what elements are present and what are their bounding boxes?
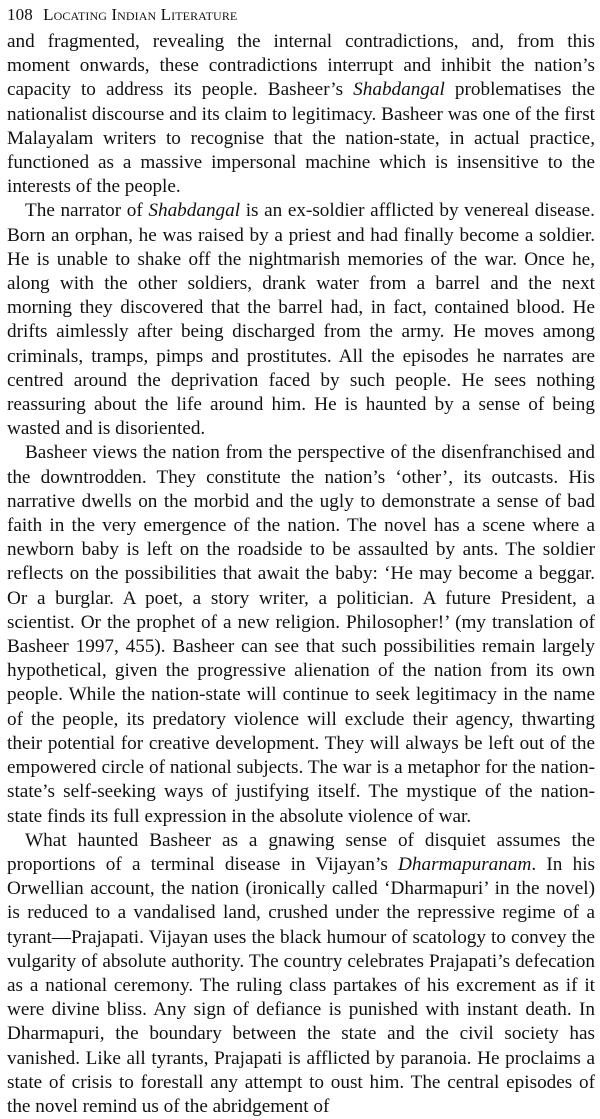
text-run: . In his Orwellian account, the nation (ironically called ‘Dharmapuri’ in the novel) is reduced to a vandalised land, crushed under the repressive regime of a tyrant—Prajapati. Vijayan uses the black humour of scatology to convey the vulgarity of absolute authority. The country celebrates Prajapati’s defecation as a national ceremony. The ruling class partakes of his excrement as if it were divine bliss. Any sign of defiance is punished with instant death. In Dharmapuri, the boundary between the state and the civil society has vanished. Like all tyrants, Prajapati is afflicted by paranoia. He proclaims a state of crisis to forestall any attempt to oust him. The central episodes of the novel remind us of the abridgement of bbox=[7, 853, 595, 1117]
page-number: 108 bbox=[7, 5, 33, 24]
text-run: and fragmented, revealing the internal contradictions, and, from this moment onwards, these contradictions interrupt and inhibit the nation’s capacity to address its people. Basheer’s bbox=[7, 31, 595, 101]
italic-title: Dharmapuranam bbox=[398, 853, 532, 875]
paragraph bbox=[7, 199, 595, 441]
text-run: The narrator of bbox=[25, 200, 149, 222]
running-title: Locating Indian Literature bbox=[43, 5, 238, 24]
book-page bbox=[7, 0, 596, 1117]
italic-title: Shabdangal bbox=[148, 200, 241, 222]
text-run: What haunted Basheer as a gnawing sense of disquiet assumes the proportions of a terminal disease in Vijayan’s bbox=[7, 829, 595, 875]
text-run: Basheer views the nation from the perspective of the disenfranchised and the downtrodden. They constitute the nation’s ‘other’, its outcasts. His narrative dwells on the morbid and the ugly to demonstrate a sense of bad faith in the very emergence of the nation. The novel has a scene where a newborn baby is left on the roadside to be assaulted by ants. The soldier reflects on the possibilities that await the baby: ‘He may become a beggar. Or a burglar. A poet, a story writer, a politician. A future President, a scientist. Or the prophet of a new religion. Philosopher!’ (my translation of Basheer 1997, 455). Basheer can see that such possibilities remain largely hypothetical, given the progressive alienation of the nation from its own people. While the nation-state will continue to seek legitimacy in the name of the people, its predatory violence will exclude their agency, thwarting their potential for creative development. They will always be left out of the empowered circle of national subjects. The war is a metaphor for the nation-state’s self-seeking ways of justifying itself. The mystique of the nation-state finds its full expression in the absolute violence of war. bbox=[7, 442, 595, 827]
paragraph bbox=[7, 30, 595, 199]
text-run: problematises the nationalist discourse and its claim to legitimacy. Basheer was one of the first Malayalam writers to recognise that the nation-state, in actual practice, functioned as a massive impersonal machine which is insensitive to the interests of the people. bbox=[7, 79, 596, 198]
text-run: is an ex-soldier afflicted by venereal disease. Born an orphan, he was raised by a priest and had finally become a soldier. He is unable to shake off the nightmarish memories of the war. Once he, along with the other soldiers, drank water from a barrel and the next morning they discovered that the barrel had, in fact, contained blood. He drifts aimlessly after being discharged from the army. He moves among criminals, tramps, pimps and prostitutes. All the episodes he narrates are centred around the deprivation faced by such people. He sees nothing reassuring about the life around him. He is haunted by a sense of being wasted and is disoriented. bbox=[7, 200, 595, 440]
running-header bbox=[7, 0, 595, 30]
italic-title: Shabdangal bbox=[353, 79, 445, 101]
paragraph bbox=[7, 829, 595, 1119]
paragraph bbox=[7, 441, 595, 828]
body-text bbox=[7, 30, 595, 1119]
